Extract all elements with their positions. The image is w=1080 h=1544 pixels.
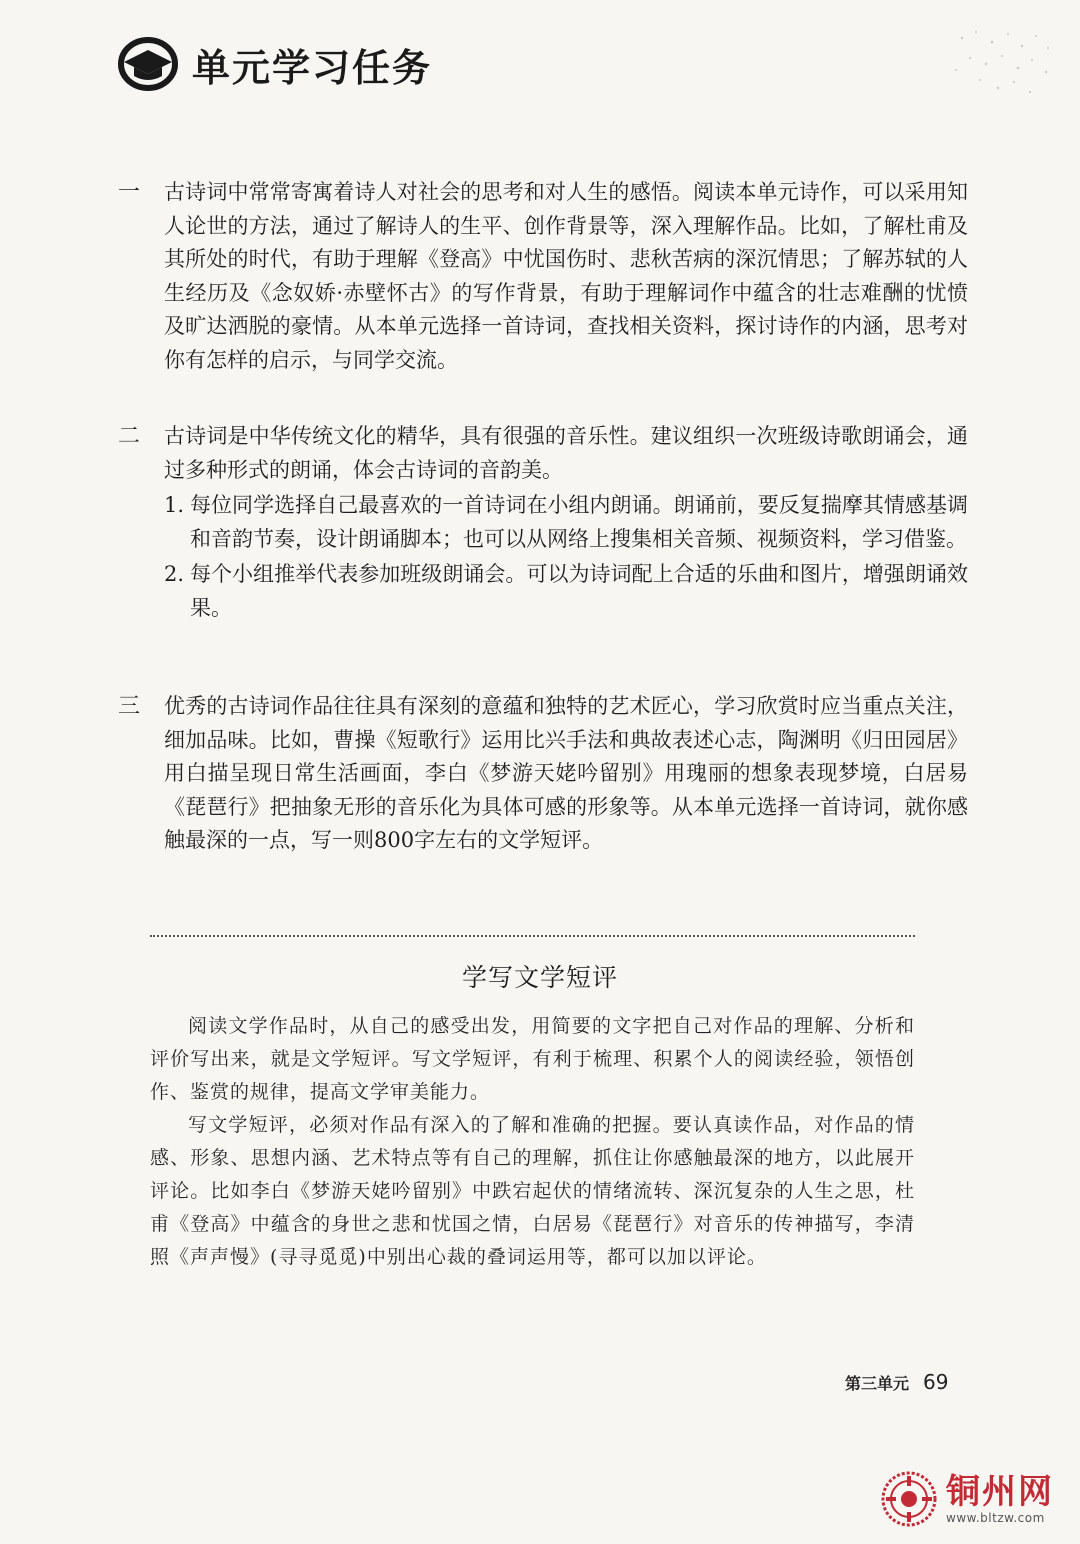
- task-number: 三: [118, 694, 141, 719]
- section-body: [150, 1010, 915, 1274]
- task-item: [118, 690, 968, 858]
- task-text: 古诗词中常常寄寓着诗人对社会的思考和对人生的感悟。阅读本单元诗作，可以采用知人论世的方法，通过了解诗人的生平、创作背景等，深入理解作品。比如，了解杜甫及其所处的时代，有助于理解《登高》中忧国伤时、悲秋苦病的深沉情思；了解苏轼的人生经历及《念奴娇·赤壁怀古》的写作背景，有助于理解词作中蕴含的壮志难酬的忧愤及旷达洒脱的豪情。从本单元选择一首诗词，查找相关资料，探讨诗作的内涵，思考对你有怎样的启示，与同学交流。: [164, 180, 968, 372]
- watermark-url: www.bltzw.com: [946, 1511, 1045, 1525]
- site-watermark: [880, 1470, 1054, 1528]
- task-number: 一: [118, 180, 141, 205]
- sub-task-item: [164, 558, 968, 625]
- seal-icon: [880, 1470, 938, 1528]
- page-footer: [845, 1370, 948, 1394]
- page-number: 69: [923, 1370, 949, 1394]
- task-item: [118, 176, 968, 377]
- section-paragraph: 写文学短评，必须对作品有深入的了解和准确的把握。要认真读作品，对作品的情感、形象、思想内涵、艺术特点等有自己的理解，抓住让你感触最深的地方，以此展开评论。比如李白《梦游天姥吟留别》中跌宕起伏的情绪流转、深沉复杂的人生之思，杜甫《登高》中蕴含的身世之悲和忧国之情，白居易《琵琶行》对音乐的传神描写，李清照《声声慢》(寻寻觅觅)中别出心裁的叠词运用等，都可以加以评论。: [150, 1114, 915, 1268]
- unit-title: 单元学习任务: [192, 45, 433, 90]
- mortarboard-icon: [118, 36, 178, 92]
- watermark-name: 铜州网: [946, 1472, 1054, 1512]
- sub-task-item: [164, 489, 968, 556]
- task-item: [118, 420, 968, 625]
- sub-task-number: 1.: [164, 493, 185, 517]
- corner-texture: [942, 18, 1062, 108]
- section-paragraph: 阅读文学作品时，从自己的感受出发，用简要的文字把自己对作品的理解、分析和评价写出来，就是文学短评。写文学短评，有利于梳理、积累个人的阅读经验，领悟创作、鉴赏的规律，提高文学审美能力。: [150, 1015, 915, 1103]
- unit-header: [118, 34, 432, 94]
- task-text: 优秀的古诗词作品往往具有深刻的意蕴和独特的艺术匠心，学习欣赏时应当重点关注，细加品味。比如，曹操《短歌行》运用比兴手法和典故表述心志，陶渊明《归田园居》用白描呈现日常生活画面，李白《梦游天姥吟留别》用瑰丽的想象表现梦境，白居易《琵琶行》把抽象无形的音乐化为具体可感的形象等。从本单元选择一首诗词，就你感触最深的一点，写一则800字左右的文学短评。: [164, 694, 968, 852]
- sub-task-number: 2.: [164, 562, 185, 586]
- sub-task-text: 每位同学选择自己最喜欢的一首诗词在小组内朗诵。朗诵前，要反复揣摩其情感基调和音韵节奏，设计朗诵脚本；也可以从网络上搜集相关音频、视频资料，学习借鉴。: [190, 493, 968, 551]
- footer-unit-label: 第三单元: [845, 1374, 910, 1393]
- section-title: 学写文学短评: [461, 963, 618, 992]
- task-number: 二: [118, 424, 141, 449]
- task-text: 古诗词是中华传统文化的精华，具有很强的音乐性。建议组织一次班级诗歌朗诵会，通过多种形式的朗诵，体会古诗词的音韵美。: [164, 424, 968, 482]
- sub-task-text: 每个小组推举代表参加班级朗诵会。可以为诗词配上合适的乐曲和图片，增强朗诵效果。: [190, 562, 968, 620]
- section-divider: [150, 935, 915, 937]
